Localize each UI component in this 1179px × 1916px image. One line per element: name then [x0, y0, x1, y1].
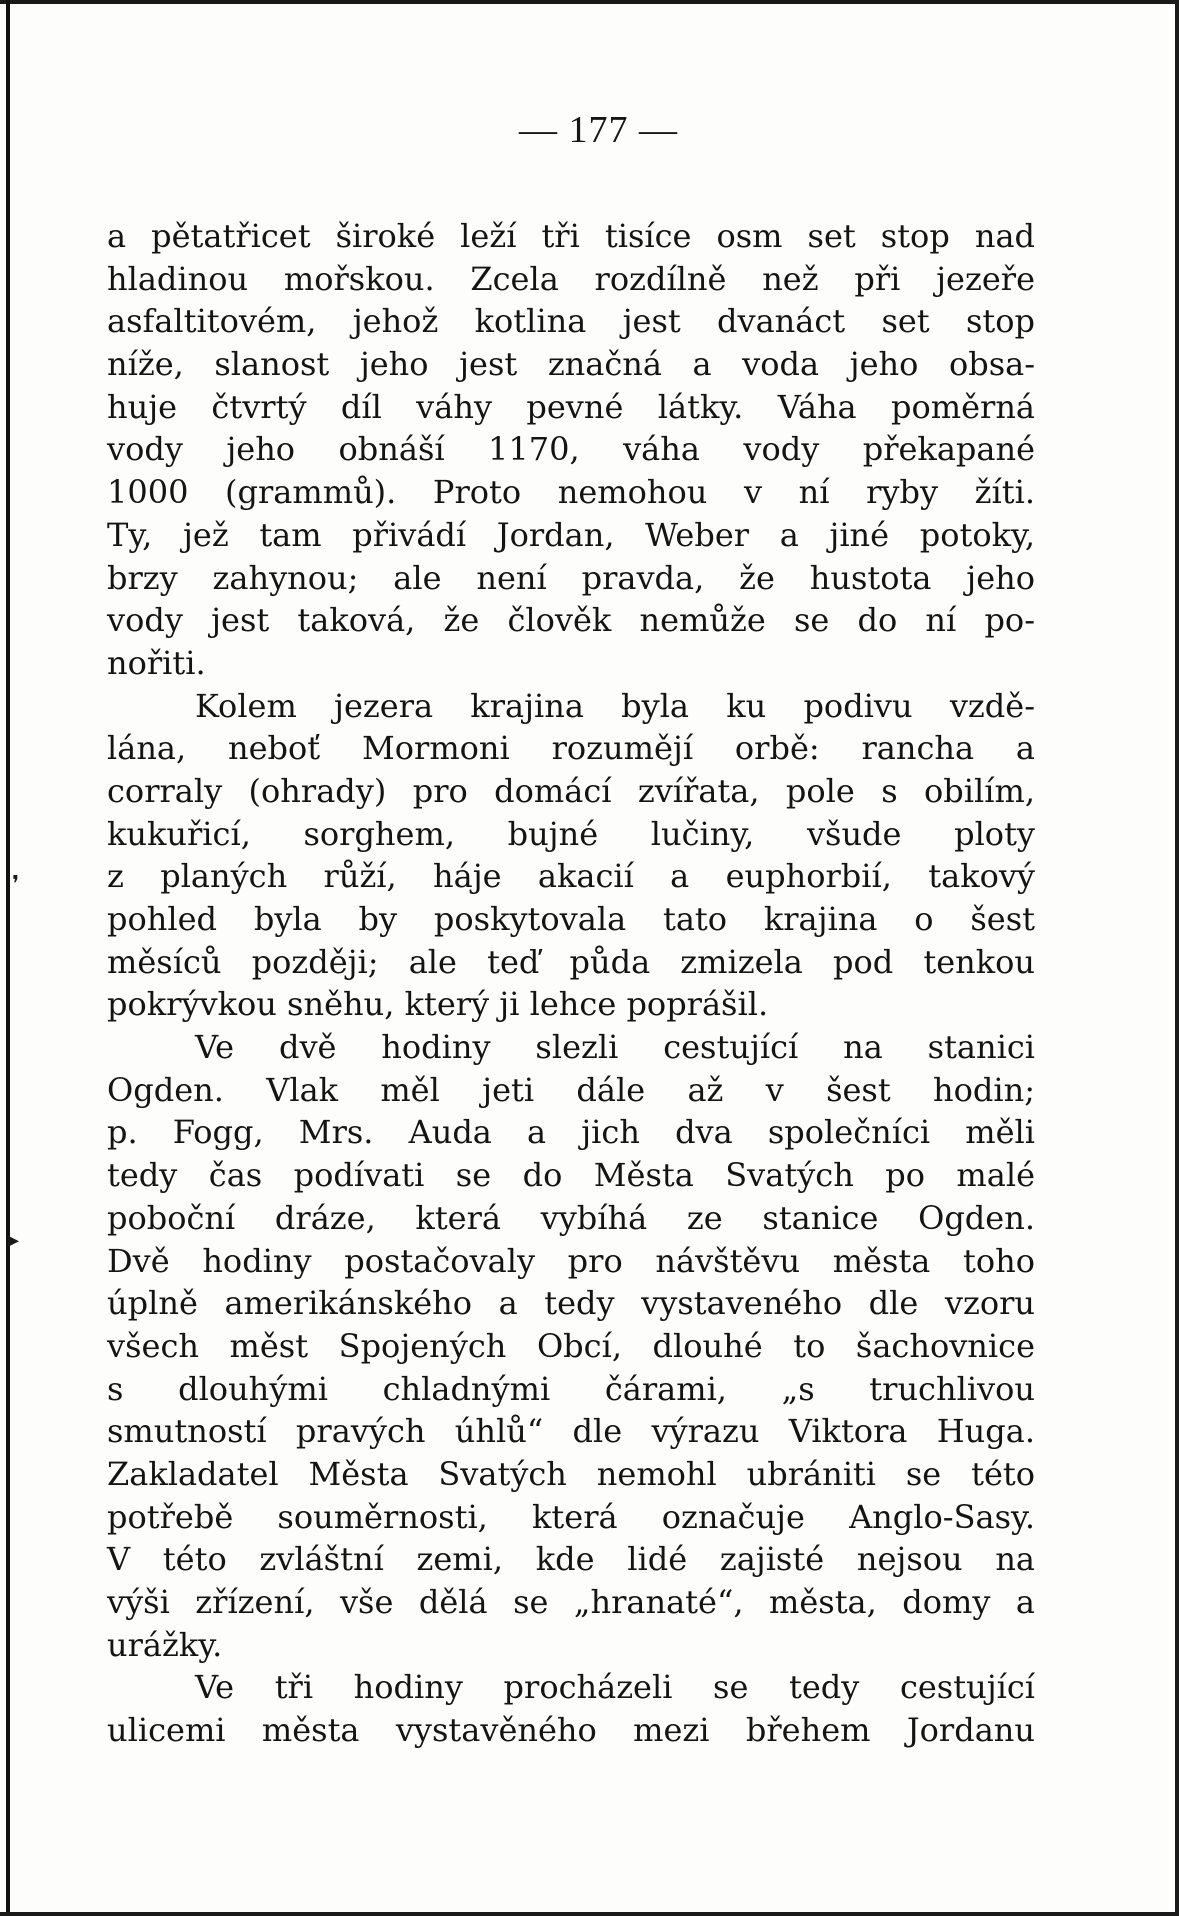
text-line: výši zřízení, vše dělá se „hranaté“, města, domy a	[107, 1583, 1035, 1621]
text-line: poboční dráze, která vybíhá ze stanice Ogden.	[107, 1198, 1035, 1237]
text-line: úplně amerikánského a tedy vystaveného dle vzoru	[107, 1284, 1035, 1323]
text-line: vody jest taková, že člověk nemůže se do ní po-	[107, 601, 1035, 640]
text-line: corraly (ohrady) pro domácí zvířata, pole s obilím,	[107, 771, 1035, 810]
text-line: Kolem jezera krajina byla ku podivu vzdě-	[195, 686, 1035, 725]
margin-mark: ▸	[8, 1228, 20, 1253]
text-line: pokrývkou sněhu, který ji lehce poprášil.	[107, 985, 769, 1024]
text-line: a pětatřicet široké leží tři tisíce osm set stop nad	[107, 217, 1035, 255]
text-line: brzy zahynou; ale není pravda, že hustota jeho	[107, 558, 1035, 597]
text-line: asfaltitovém, jehož kotlina jest dvanáct set stop	[107, 302, 1035, 341]
text-line: Ve tři hodiny procházeli se tedy cestující	[195, 1668, 1035, 1707]
text-line: Dvě hodiny postačovaly pro návštěvu města toho	[107, 1241, 1035, 1280]
text-line: vody jeho obnáší 1170, váha vody překapané	[107, 430, 1035, 469]
text-line: Ogden. Vlak měl jeti dále až v šest hodin;	[107, 1070, 1035, 1109]
text-line: měsíců později; ale teď půda zmizela pod tenkou	[107, 942, 1035, 981]
text-line: Ty, jež tam přivádí Jordan, Weber a jiné potoky,	[107, 515, 1035, 554]
scan-border-top	[0, 0, 1179, 4]
text-line: ulicemi města vystavěného mezi břehem Jordanu	[107, 1711, 1035, 1750]
text-line: 1000 (grammů). Proto nemohou v ní ryby žíti.	[107, 473, 1035, 512]
text-line: z planých růží, háje akacií a euphorbií, takový	[107, 857, 1035, 896]
text-line: s dlouhými chladnými čárami, „s truchlivou	[107, 1369, 1035, 1408]
text-line: urážky.	[107, 1625, 223, 1664]
text-line: pohled byla by poskytovala tato krajina o šest	[107, 900, 1035, 938]
text-line: smutností pravých úhlů“ dle výrazu Viktora Huga.	[107, 1412, 1035, 1451]
paragraph	[107, 1026, 1035, 1666]
paragraph	[107, 1666, 1035, 1751]
scan-border-left	[6, 0, 10, 1916]
text-line: nořiti.	[107, 643, 206, 682]
page-number: — 177 —	[519, 109, 678, 151]
scan-border-bottom	[0, 1912, 1179, 1916]
body-text	[107, 215, 1035, 1752]
text-line: tedy čas podívati se do Města Svatých po malé	[107, 1156, 1035, 1195]
text-line: níže, slanost jeho jest značná a voda jeho obsa-	[107, 345, 1035, 384]
margin-mark: ❜	[12, 872, 20, 897]
text-line: huje čtvrtý díl váhy pevné látky. Váha poměrná	[107, 387, 1035, 426]
text-line: Ve dvě hodiny slezli cestující na stanici	[195, 1028, 1035, 1067]
text-line: kukuřicí, sorghem, bujné lučiny, všude ploty	[107, 814, 1035, 853]
paragraph	[107, 685, 1035, 1027]
text-line: všech měst Spojených Obcí, dlouhé to šachovnice	[107, 1326, 1035, 1365]
scan-border-right	[1175, 0, 1179, 1916]
text-line: p. Fogg, Mrs. Auda a jich dva společníci měli	[107, 1113, 1035, 1152]
paragraph	[107, 215, 1035, 685]
text-line: V této zvláštní zemi, kde lidé zajisté nejsou na	[107, 1540, 1035, 1579]
text-line: hladinou mořskou. Zcela rozdílně než při jezeře	[107, 259, 1035, 298]
text-line: potřebě souměrnosti, která označuje Anglo-Sasy.	[107, 1497, 1035, 1536]
text-line: lána, neboť Mormoni rozumějí orbě: rancha a	[107, 729, 1035, 768]
text-line: Zakladatel Města Svatých nemohl ubrániti se této	[107, 1454, 1035, 1493]
